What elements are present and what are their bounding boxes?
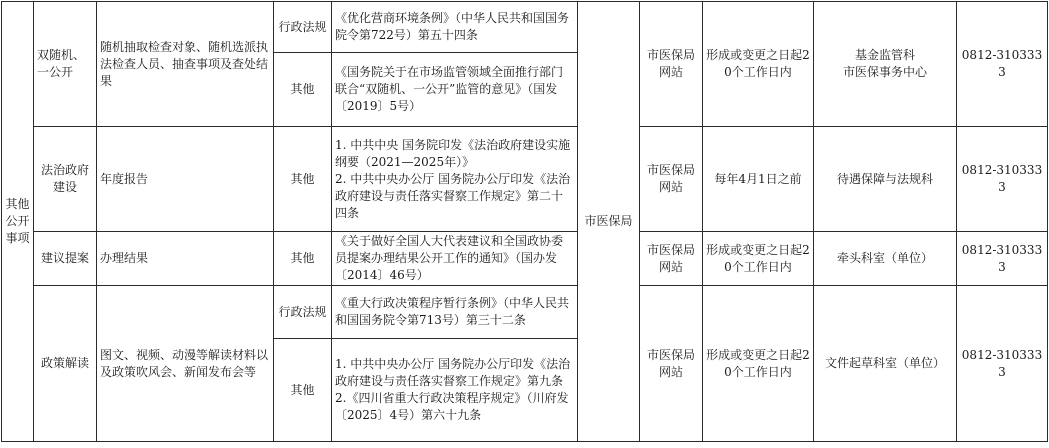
- responsible-cell: 待遇保障与法规科: [814, 127, 957, 232]
- phone-cell: 0812-3103333: [957, 127, 1048, 232]
- timing-cell: 形成或变更之日起20个工作日内: [703, 2, 814, 127]
- content-cell: 办理结果: [97, 232, 274, 286]
- basis-type-cell: 其他: [274, 339, 332, 442]
- phone-cell: 0812-3103333: [957, 286, 1048, 442]
- timing-cell: 每年4月1日之前: [703, 127, 814, 232]
- basis-type-cell: 其他: [274, 53, 332, 127]
- channel-cell: 市医保局网站: [640, 286, 703, 442]
- content-cell: 年度报告: [97, 127, 274, 232]
- content-cell: 随机抽取检查对象、随机选派执法检查人员、抽查事项及查处结果: [97, 2, 274, 127]
- basis-text-cell: 《优化营商环境条例》（中华人民共和国国务院令第722号）第五十四条: [332, 2, 578, 53]
- table-row: [2, 286, 1048, 339]
- item-cell: 双随机、一公开: [34, 2, 97, 127]
- basis-type-cell: 行政法规: [274, 286, 332, 339]
- table-row: [2, 2, 1048, 53]
- timing-cell: 形成或变更之日起20个工作日内: [703, 286, 814, 442]
- timing-cell: 形成或变更之日起20个工作日内: [703, 232, 814, 286]
- channel-cell: 市医保局网站: [640, 232, 703, 286]
- content-cell: 图文、视频、动漫等解读材料以及政策吹风会、新闻发布会等: [97, 286, 274, 442]
- basis-type-cell: 行政法规: [274, 2, 332, 53]
- responsible-cell: 文件起草科室（单位）: [814, 286, 957, 442]
- channel-cell: 市医保局网站: [640, 127, 703, 232]
- basis-text-cell: 《关于做好全国人大代表建议和全国政协委员提案办理结果公开工作的通知》（国办发〔2014〕46号）: [332, 232, 578, 286]
- channel-cell: 市医保局网站: [640, 2, 703, 127]
- disclosure-table: [1, 1, 1048, 442]
- category-cell: 其他公开事项: [2, 2, 34, 442]
- phone-cell: 0812-3103333: [957, 2, 1048, 127]
- responsible-cell: 牵头科室（单位）: [814, 232, 957, 286]
- department-cell: 市医保局: [578, 2, 640, 442]
- table-row: [2, 127, 1048, 232]
- basis-text-cell: 《国务院关于在市场监管领域全面推行部门联合“双随机、一公开”监管的意见》（国发〔2019〕5号）: [332, 53, 578, 127]
- item-cell: 法治政府建设: [34, 127, 97, 232]
- basis-text-cell: 1. 中共中央 国务院印发《法治政府建设实施纲要（2021—2025年）》 2. 中共中央办公厅 国务院办公厅印发《法治政府建设与责任落实督察工作规定》第二十四条: [332, 127, 578, 232]
- item-cell: 政策解读: [34, 286, 97, 442]
- table-row: [2, 232, 1048, 286]
- basis-text-cell: 《重大行政决策程序暂行条例》（中华人民共和国国务院令第713号）第三十二条: [332, 286, 578, 339]
- item-cell: 建议提案: [34, 232, 97, 286]
- basis-text-cell: 1. 中共中央办公厅 国务院办公厅印发《法治政府建设与责任落实督察工作规定》第九条 2.《四川省重大行政决策程序规定》（川府发〔2025〕4号）第六十九条: [332, 339, 578, 442]
- basis-type-cell: 其他: [274, 232, 332, 286]
- responsible-cell: 基金监管科 市医保事务中心: [814, 2, 957, 127]
- basis-type-cell: 其他: [274, 127, 332, 232]
- phone-cell: 0812-3103333: [957, 232, 1048, 286]
